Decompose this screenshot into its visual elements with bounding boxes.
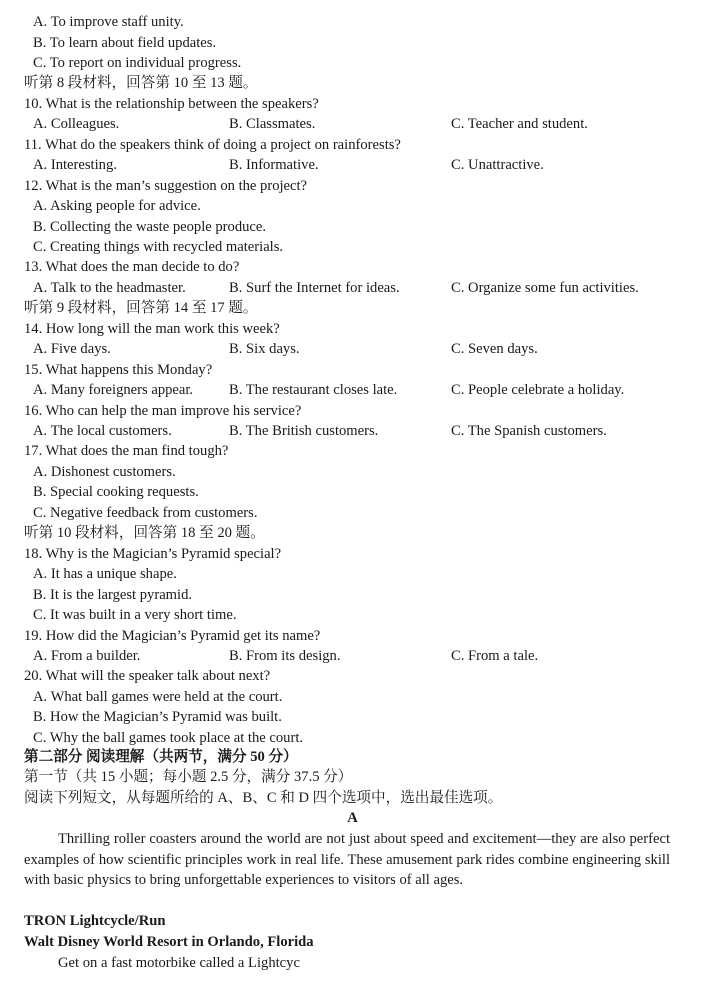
option-text: A. What ball games were held at the court. <box>33 688 283 705</box>
instruction: 阅读下列短文，从每题所给的 A、B、C 和 D 四个选项中，选出最佳选项。 <box>24 790 503 806</box>
option-line <box>0 585 705 605</box>
question-text: 20. What will the speaker talk about next? <box>24 668 271 685</box>
option-a: A. Interesting. <box>33 157 117 174</box>
option-text: B. It is the largest pyramid. <box>33 586 193 603</box>
option-line <box>0 503 705 523</box>
option-line <box>0 707 705 727</box>
question-text: 16. Who can help the man improve his service? <box>24 402 302 419</box>
option-c: C. Seven days. <box>451 341 538 358</box>
question-stem <box>0 441 705 461</box>
question-stem <box>0 626 705 646</box>
option-line <box>0 33 705 53</box>
option-row <box>0 278 705 298</box>
option-c: C. People celebrate a holiday. <box>451 382 625 399</box>
option-text: B. How the Magician’s Pyramid was built. <box>33 709 282 726</box>
option-text: A. Asking people for advice. <box>33 198 201 214</box>
option-text: B. Special cooking requests. <box>33 484 199 501</box>
option-line <box>0 687 705 707</box>
section-instruction <box>0 523 705 543</box>
option-text: B. To learn about field updates. <box>33 34 217 51</box>
option-line <box>0 462 705 482</box>
option-a: A. From a builder. <box>33 647 141 664</box>
passage-last-line: Get on a fast motorbike called a Lightcyc <box>58 955 300 971</box>
option-row <box>0 155 705 175</box>
option-line <box>0 564 705 584</box>
option-a: A. Five days. <box>33 341 111 358</box>
question-stem <box>0 94 705 114</box>
ride-name: TRON Lightcycle/Run <box>24 913 166 929</box>
option-a: A. The local customers. <box>33 423 172 439</box>
option-text: C. Why the ball games took place at the court. <box>33 729 304 746</box>
question-text: 17. What does the man find tough? <box>24 443 229 460</box>
question-text: 10. What is the relationship between the speakers? <box>24 95 319 112</box>
question-stem <box>0 401 705 421</box>
option-a: A. Many foreigners appear. <box>33 382 194 399</box>
option-line <box>0 482 705 502</box>
instruction-text: 听第 10 段材料，回答第 18 至 20 题。 <box>24 525 265 542</box>
option-a: A. Colleagues. <box>33 116 120 133</box>
section1-heading: 第一节（共 15 小题；每小题 2.5 分，满分 37.5 分） <box>24 769 353 785</box>
option-line <box>0 53 705 73</box>
option-row <box>0 421 705 441</box>
option-a: A. Talk to the headmaster. <box>33 279 186 296</box>
option-line <box>0 728 705 748</box>
option-b: B. Informative. <box>229 157 319 174</box>
option-line <box>0 12 705 32</box>
option-b: B. The British customers. <box>229 423 379 439</box>
option-text: A. Dishonest customers. <box>33 463 176 480</box>
option-b: B. Six days. <box>229 341 300 358</box>
option-row <box>0 646 705 666</box>
page-cut-shadow <box>322 957 362 977</box>
option-c: C. Unattractive. <box>451 157 544 174</box>
option-b: B. Surf the Internet for ideas. <box>229 279 400 296</box>
section-instruction <box>0 73 705 93</box>
section-instruction <box>0 298 705 318</box>
option-row <box>0 380 705 400</box>
option-text: C. Negative feedback from customers. <box>33 504 258 521</box>
option-line <box>0 237 705 257</box>
instruction-text: 听第 9 段材料，回答第 14 至 17 题。 <box>24 300 258 317</box>
option-text: C. Creating things with recycled materials. <box>33 238 284 255</box>
option-text: A. To improve staff unity. <box>33 14 184 30</box>
part2-title: 第二部分 阅读理解（共两节，满分 50 分） <box>24 749 298 765</box>
instruction-text: 听第 8 段材料，回答第 10 至 13 题。 <box>24 75 258 92</box>
question-stem <box>0 544 705 564</box>
option-row <box>0 339 705 359</box>
question-stem <box>0 135 705 155</box>
ride-location: Walt Disney World Resort in Orlando, Florida <box>24 934 314 950</box>
question-stem <box>0 319 705 339</box>
question-text: 15. What happens this Monday? <box>24 361 213 378</box>
option-text: A. It has a unique shape. <box>33 566 177 583</box>
option-c: C. From a tale. <box>451 647 539 664</box>
option-c: C. Teacher and student. <box>451 116 588 133</box>
question-text: 13. What does the man decide to do? <box>24 259 240 276</box>
question-text: 11. What do the speakers think of doing a project on rainforests? <box>24 136 401 153</box>
option-row <box>0 114 705 134</box>
passage-label: A <box>347 810 358 826</box>
option-line <box>0 605 705 625</box>
option-c: C. The Spanish customers. <box>451 423 607 439</box>
option-b: B. Classmates. <box>229 116 316 133</box>
question-stem <box>0 360 705 380</box>
question-text: 19. How did the Magician’s Pyramid get its name? <box>24 627 321 644</box>
question-text: 12. What is the man’s suggestion on the project? <box>24 177 308 194</box>
option-b: B. The restaurant closes late. <box>229 382 398 399</box>
option-line <box>0 196 705 216</box>
option-text: B. Collecting the waste people produce. <box>33 218 267 235</box>
option-b: B. From its design. <box>229 647 341 664</box>
option-c: C. Organize some fun activities. <box>451 279 639 296</box>
option-line <box>0 217 705 237</box>
question-stem <box>0 176 705 196</box>
question-text: 18. Why is the Magician’s Pyramid special? <box>24 545 282 562</box>
option-text: C. It was built in a very short time. <box>33 607 237 623</box>
question-stem <box>0 666 705 686</box>
passage-paragraph: Thrilling roller coasters around the world are not just about speed and excitement—they are also perfect examples of how scientific principles work in real life. These amusement park rides combine engineering skill with basic physics to bring unforgettable experiences to visitors of all ages. <box>24 831 670 888</box>
option-text: C. To report on individual progress. <box>33 54 242 71</box>
question-stem <box>0 257 705 277</box>
question-text: 14. How long will the man work this week? <box>24 320 280 337</box>
